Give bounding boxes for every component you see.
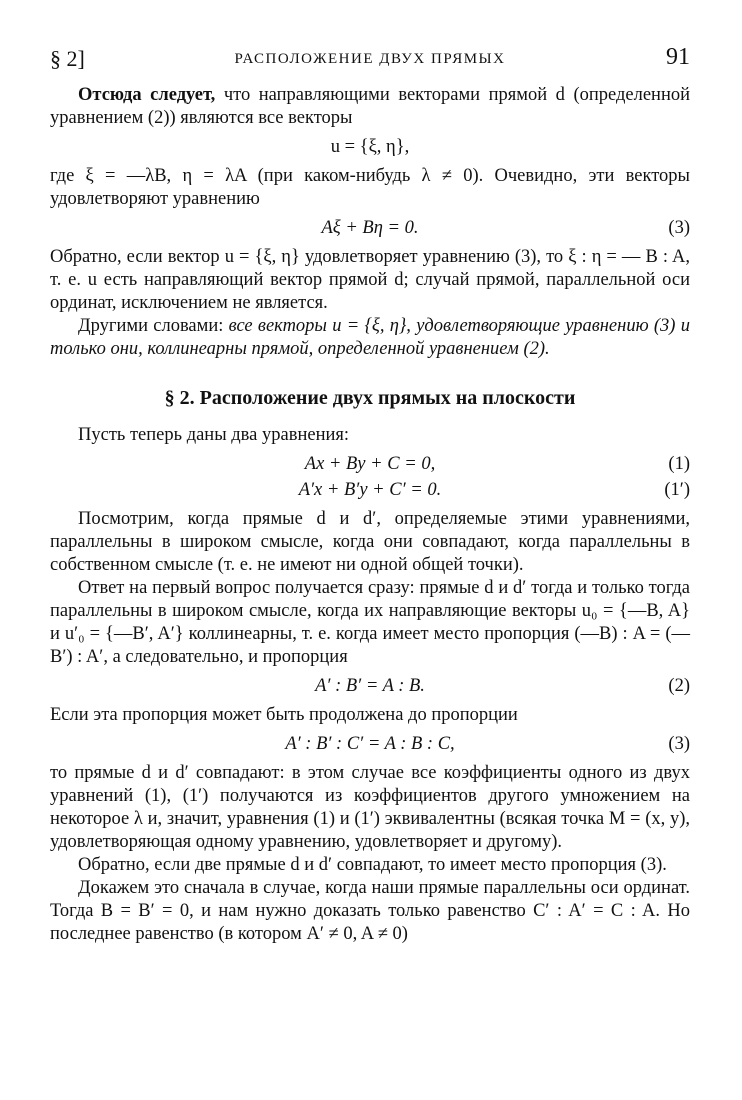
paragraph-text: Ответ на первый вопрос получается сразу: прямые d и d′ тогда и только тогда параллельны в широком смысле, когда их направляющие векторы u₀ = {—B, A} и u′₀ = {—B′, A′} коллинеарны, т. е. когда имеет место пропорция (—B) : A = (—B′) : A′, а следовательно, и пропорция (50, 578, 690, 667)
formula-text: Ax + By + C = 0, (304, 454, 436, 474)
paragraph-text: Обратно, если две прямые d и d′ совпадают, то имеет место пропорция (3). (78, 855, 667, 875)
formula-text: A′x + B′y + C′ = 0. (298, 480, 442, 500)
formula-text: u = {ξ, η}, (330, 137, 410, 157)
page-body (50, 84, 690, 946)
paragraph (50, 762, 690, 854)
paragraph (50, 246, 690, 315)
paragraph (50, 315, 690, 361)
equation-number: (3) (668, 734, 690, 754)
paragraph-text: где ξ = —λB, η = λA (при каком-нибудь λ ≠ 0). Очевидно, эти векторы удовлетворяют уравнению (50, 166, 690, 209)
formula (50, 674, 690, 698)
paragraph (50, 424, 690, 447)
paragraph-text: Если эта пропорция может быть продолжена до пропорции (50, 705, 518, 725)
paragraph (50, 577, 690, 669)
formula (50, 216, 690, 240)
section-marker: § 2] (50, 46, 85, 71)
italic-statement: все векторы u = {ξ, η}, удовлетворяющие уравнению (3) и только они, коллинеарны прямой, определенной уравнением (2). (50, 316, 690, 359)
paragraph-text: Докажем это сначала в случае, когда наши прямые параллельны оси ординат. Тогда B = B′ = 0, и нам нужно доказать только равенство C′ : A′ = C : A. Но последнее равенство (в котором A′ ≠ 0, A ≠ 0) (50, 878, 690, 944)
paragraph-text: Посмотрим, когда прямые d и d′, определяемые этими уравнениями, параллельны в широком смысле, когда они совпадают, когда параллельны в собственном смысле (т. е. не имеют ни одной общей точки). (50, 509, 690, 575)
running-title: РАСПОЛОЖЕНИЕ ДВУХ ПРЯМЫХ (234, 51, 506, 67)
paragraph-text: что направляющими векторами прямой d (определенной уравнением (2)) являются все векторы (50, 85, 690, 128)
equation-number: (3) (668, 218, 690, 238)
formula-text: Aξ + Bη = 0. (321, 218, 419, 238)
formula (50, 732, 690, 756)
bold-lead: Отсюда следует, (78, 85, 216, 105)
formula-text: A′ : B′ : C′ = A : B : C, (285, 734, 455, 754)
paragraph-text: Обратно, если вектор u = {ξ, η} удовлетворяет уравнению (3), то ξ : η = — B : A, т. е. u есть направляющий вектор прямой d; случай прямой, параллельной оси ординат, исключением не является. (50, 247, 690, 313)
paragraph (50, 84, 690, 130)
page-number: 91 (666, 44, 690, 70)
equation-number: (1′) (664, 480, 690, 500)
paragraph-text: Другими словами: (78, 316, 229, 336)
formula (50, 478, 690, 502)
paragraph (50, 854, 690, 877)
running-head (50, 42, 690, 74)
formula (50, 452, 690, 476)
equation-number: (1) (668, 454, 690, 474)
paragraph (50, 165, 690, 211)
formula (50, 135, 690, 159)
paragraph (50, 704, 690, 727)
paragraph-text: Пусть теперь даны два уравнения: (78, 425, 350, 445)
formula-text: A′ : B′ = A : B. (315, 676, 425, 696)
paragraph (50, 877, 690, 946)
equation-number: (2) (668, 676, 690, 696)
section-heading: § 2. Расположение двух прямых на плоскости (164, 387, 576, 409)
paragraph (50, 508, 690, 577)
paragraph-text: то прямые d и d′ совпадают: в этом случае все коэффициенты одного из двух уравнений (1), (1′) получаются из коэффициентов другого умножением на некоторое λ и, значит, уравнения (1) и (1′) эквивалентны (всякая точка M = (x, y), удовлетворяющая одному уравнению, удовлетворяет и другому). (50, 763, 690, 852)
